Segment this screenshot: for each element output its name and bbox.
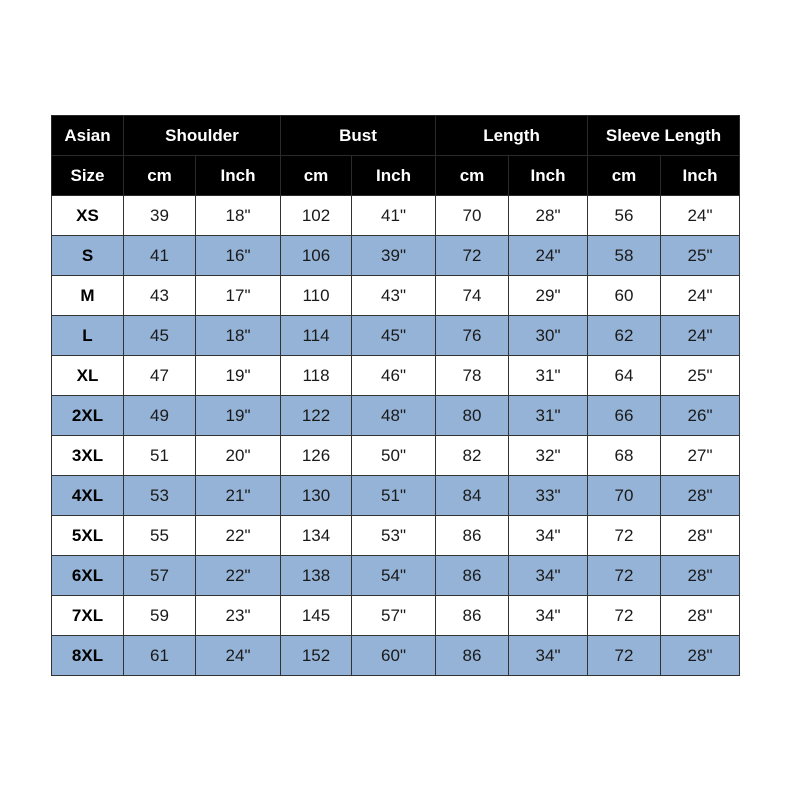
length-cm-cell: 80 <box>436 396 509 436</box>
length-inch-cell: 29" <box>509 276 588 316</box>
length-inch-cell: 30" <box>509 316 588 356</box>
length-cm-cell: 86 <box>436 556 509 596</box>
length-cm-cell: 86 <box>436 596 509 636</box>
sleeve-cm-cell: 64 <box>588 356 661 396</box>
sleeve-inch-cell: 28" <box>661 516 740 556</box>
header-unit-sleeve-inch: Inch <box>661 156 740 196</box>
sleeve-inch-cell: 26" <box>661 396 740 436</box>
size-cell: XS <box>52 196 124 236</box>
shoulder-inch-cell: 21" <box>196 476 281 516</box>
shoulder-cm-cell: 53 <box>124 476 196 516</box>
table-row <box>52 236 740 276</box>
sleeve-inch-cell: 24" <box>661 316 740 356</box>
header-size-label: Size <box>52 156 124 196</box>
bust-inch-cell: 53" <box>352 516 436 556</box>
bust-inch-cell: 51" <box>352 476 436 516</box>
table-row <box>52 436 740 476</box>
size-chart-table <box>51 115 740 676</box>
size-cell: 2XL <box>52 396 124 436</box>
header-row-units <box>52 156 740 196</box>
size-cell: 8XL <box>52 636 124 676</box>
shoulder-cm-cell: 39 <box>124 196 196 236</box>
bust-inch-cell: 43" <box>352 276 436 316</box>
shoulder-inch-cell: 19" <box>196 356 281 396</box>
sleeve-cm-cell: 70 <box>588 476 661 516</box>
header-sleeve-length: Sleeve Length <box>588 116 740 156</box>
bust-cm-cell: 102 <box>281 196 352 236</box>
table-row <box>52 356 740 396</box>
length-cm-cell: 74 <box>436 276 509 316</box>
header-shoulder: Shoulder <box>124 116 281 156</box>
sleeve-inch-cell: 25" <box>661 356 740 396</box>
size-cell: 5XL <box>52 516 124 556</box>
shoulder-inch-cell: 17" <box>196 276 281 316</box>
size-cell: L <box>52 316 124 356</box>
shoulder-cm-cell: 47 <box>124 356 196 396</box>
size-cell: 3XL <box>52 436 124 476</box>
sleeve-inch-cell: 28" <box>661 476 740 516</box>
bust-cm-cell: 114 <box>281 316 352 356</box>
shoulder-cm-cell: 45 <box>124 316 196 356</box>
header-unit-bust-cm: cm <box>281 156 352 196</box>
bust-inch-cell: 39" <box>352 236 436 276</box>
shoulder-inch-cell: 20" <box>196 436 281 476</box>
header-unit-sleeve-cm: cm <box>588 156 661 196</box>
sleeve-cm-cell: 62 <box>588 316 661 356</box>
shoulder-inch-cell: 23" <box>196 596 281 636</box>
header-unit-length-inch: Inch <box>509 156 588 196</box>
bust-cm-cell: 152 <box>281 636 352 676</box>
sleeve-inch-cell: 28" <box>661 636 740 676</box>
shoulder-cm-cell: 41 <box>124 236 196 276</box>
size-cell: 7XL <box>52 596 124 636</box>
length-cm-cell: 86 <box>436 516 509 556</box>
header-unit-shoulder-cm: cm <box>124 156 196 196</box>
length-inch-cell: 31" <box>509 396 588 436</box>
table-row <box>52 476 740 516</box>
table-row <box>52 596 740 636</box>
bust-inch-cell: 48" <box>352 396 436 436</box>
sleeve-inch-cell: 24" <box>661 196 740 236</box>
bust-cm-cell: 126 <box>281 436 352 476</box>
shoulder-inch-cell: 22" <box>196 556 281 596</box>
table-body <box>52 196 740 676</box>
bust-inch-cell: 54" <box>352 556 436 596</box>
bust-cm-cell: 106 <box>281 236 352 276</box>
length-inch-cell: 31" <box>509 356 588 396</box>
sleeve-inch-cell: 28" <box>661 556 740 596</box>
header-unit-shoulder-inch: Inch <box>196 156 281 196</box>
table-row <box>52 516 740 556</box>
bust-cm-cell: 130 <box>281 476 352 516</box>
length-inch-cell: 34" <box>509 596 588 636</box>
bust-cm-cell: 145 <box>281 596 352 636</box>
table-row <box>52 196 740 236</box>
shoulder-cm-cell: 59 <box>124 596 196 636</box>
table-row <box>52 396 740 436</box>
shoulder-cm-cell: 55 <box>124 516 196 556</box>
shoulder-cm-cell: 43 <box>124 276 196 316</box>
shoulder-inch-cell: 18" <box>196 316 281 356</box>
sleeve-inch-cell: 25" <box>661 236 740 276</box>
shoulder-inch-cell: 16" <box>196 236 281 276</box>
table-row <box>52 276 740 316</box>
length-cm-cell: 76 <box>436 316 509 356</box>
sleeve-cm-cell: 66 <box>588 396 661 436</box>
header-unit-length-cm: cm <box>436 156 509 196</box>
length-inch-cell: 34" <box>509 636 588 676</box>
bust-inch-cell: 41" <box>352 196 436 236</box>
length-cm-cell: 70 <box>436 196 509 236</box>
shoulder-cm-cell: 61 <box>124 636 196 676</box>
sleeve-cm-cell: 60 <box>588 276 661 316</box>
header-row-groups <box>52 116 740 156</box>
header-unit-bust-inch: Inch <box>352 156 436 196</box>
shoulder-inch-cell: 24" <box>196 636 281 676</box>
header-asian-label: Asian <box>52 116 124 156</box>
bust-inch-cell: 50" <box>352 436 436 476</box>
sleeve-cm-cell: 72 <box>588 516 661 556</box>
bust-inch-cell: 57" <box>352 596 436 636</box>
shoulder-inch-cell: 18" <box>196 196 281 236</box>
size-cell: 4XL <box>52 476 124 516</box>
sleeve-cm-cell: 72 <box>588 596 661 636</box>
shoulder-cm-cell: 57 <box>124 556 196 596</box>
bust-cm-cell: 118 <box>281 356 352 396</box>
sleeve-cm-cell: 58 <box>588 236 661 276</box>
bust-inch-cell: 45" <box>352 316 436 356</box>
size-chart <box>51 115 739 676</box>
bust-cm-cell: 110 <box>281 276 352 316</box>
table-row <box>52 556 740 596</box>
table-header <box>52 116 740 196</box>
length-cm-cell: 72 <box>436 236 509 276</box>
sleeve-inch-cell: 28" <box>661 596 740 636</box>
length-cm-cell: 78 <box>436 356 509 396</box>
size-cell: 6XL <box>52 556 124 596</box>
header-length: Length <box>436 116 588 156</box>
length-inch-cell: 34" <box>509 556 588 596</box>
sleeve-inch-cell: 24" <box>661 276 740 316</box>
length-cm-cell: 84 <box>436 476 509 516</box>
size-cell: M <box>52 276 124 316</box>
sleeve-cm-cell: 68 <box>588 436 661 476</box>
length-inch-cell: 32" <box>509 436 588 476</box>
header-bust: Bust <box>281 116 436 156</box>
length-cm-cell: 82 <box>436 436 509 476</box>
bust-cm-cell: 122 <box>281 396 352 436</box>
length-inch-cell: 24" <box>509 236 588 276</box>
length-inch-cell: 34" <box>509 516 588 556</box>
shoulder-inch-cell: 19" <box>196 396 281 436</box>
sleeve-cm-cell: 72 <box>588 636 661 676</box>
size-cell: S <box>52 236 124 276</box>
table-row <box>52 316 740 356</box>
length-inch-cell: 28" <box>509 196 588 236</box>
bust-cm-cell: 134 <box>281 516 352 556</box>
bust-inch-cell: 60" <box>352 636 436 676</box>
shoulder-cm-cell: 51 <box>124 436 196 476</box>
sleeve-cm-cell: 72 <box>588 556 661 596</box>
sleeve-cm-cell: 56 <box>588 196 661 236</box>
size-cell: XL <box>52 356 124 396</box>
bust-inch-cell: 46" <box>352 356 436 396</box>
table-row <box>52 636 740 676</box>
length-cm-cell: 86 <box>436 636 509 676</box>
length-inch-cell: 33" <box>509 476 588 516</box>
shoulder-cm-cell: 49 <box>124 396 196 436</box>
bust-cm-cell: 138 <box>281 556 352 596</box>
sleeve-inch-cell: 27" <box>661 436 740 476</box>
shoulder-inch-cell: 22" <box>196 516 281 556</box>
